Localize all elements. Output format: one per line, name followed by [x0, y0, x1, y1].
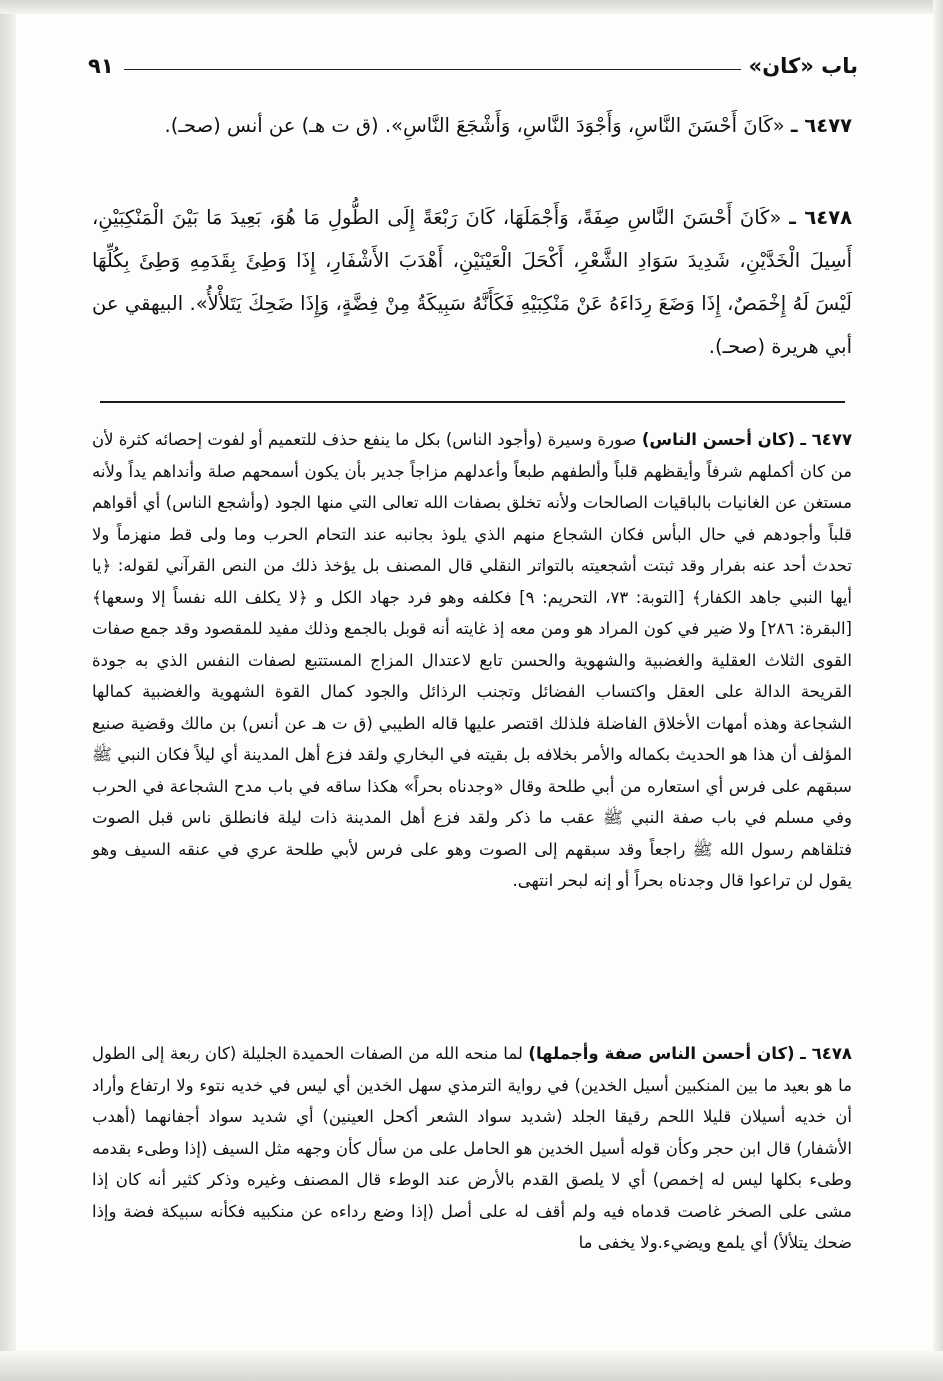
- hadith-number: ٦٤٧٧ ـ: [790, 114, 852, 137]
- commentary-number: ٦٤٧٧ ـ: [800, 430, 853, 449]
- commentary-6477: [92, 424, 852, 897]
- commentary-number: ٦٤٧٨ ـ: [800, 1044, 853, 1063]
- commentary-lead: (كان أحسن الناس): [641, 430, 796, 449]
- commentary-text: لما منحه الله من الصفات الحميدة الجليلة (كان ربعة إلى الطول ما هو بعيد ما بين المنكبين أسيل الخدين) في رواية الترمذي سهل الخدين أي ليس في خديه نتوء ولا ارتفاع وأراد أن خديه أسيلان قليلا اللحم رقيقا الجلد (شديد سواد الشعر أكحل العينين) أي شديد سواد أجفانهما (أهدب الأشفار) قال ابن حجر وكأن قوله أسيل الخدين هو الحامل على من سأل كأن وجهه مثل السيف (إذا وطىء بقدمه وطىء بكلها ليس له إخمص) أي لا يلصق القدم بالأرض عند الوطء قال المصنف وغيره وذكر كثير أنه كان إذا مشى على الصخر غاصت قدماه فيه ولم أقف له على أصل (إذا وضع رداءه عن منكبيه فكأنه سبيكة فضة وإذا ضحك يتلألأ) أي يلمع ويضيء.ولا يخفى ما: [92, 1044, 852, 1252]
- hadith-6478: [92, 196, 852, 368]
- scan-shadow-left: [0, 0, 16, 1381]
- scan-shadow-top: [0, 0, 943, 14]
- page-number: ٩١: [88, 54, 114, 78]
- hadith-text: «كَانَ أَحْسَنَ النَّاسِ، وَأَجْوَدَ النَّاسِ، وَأَشْجَعَ النَّاسِ». (ق ت هـ) عن أنس (صحـ).: [164, 114, 785, 137]
- scan-shadow-right: [933, 0, 943, 1381]
- hadith-text: «كَانَ أَحْسَنَ النَّاسِ صِفَةً، وَأَجْمَلَهَا، كَانَ رَبْعَةً إِلَى الطُّولِ مَا هُوَ، بَعِيدَ مَا بَيْنَ الْمَنْكِبَيْنِ، أَسِيلَ الْخَدَّيْنِ، شَدِيدَ سَوَادِ الشَّعْرِ، أَكْحَلَ الْعَيْنَيْنِ، أَهْدَبَ الأَشْفَارِ، إِذَا وَطِئَ بِقَدَمِهِ وَطِئَ بِكُلِّهَا لَيْسَ لَهُ إِخْمَصٌ، إِذَا وَضَعَ رِدَاءَهُ عَنْ مَنْكِبَيْهِ فَكَأَنَّهُ سَبِيكَةُ مِنْ فِضَّةٍ، وَإِذَا ضَحِكَ يَتَلأْلأُ». البيهقي عن أبي هريرة (صحـ).: [92, 206, 852, 358]
- hadith-number: ٦٤٧٨ ـ: [789, 206, 852, 229]
- commentary-lead: (كان أحسن الناس صفة وأجملها): [528, 1044, 795, 1063]
- running-header: [88, 42, 858, 78]
- scan-shadow-bottom: [0, 1351, 943, 1381]
- hadith-6477: [92, 104, 852, 147]
- commentary-6478: [92, 1038, 852, 1259]
- commentary-text: صورة وسيرة (وأجود الناس) بكل ما ينفع حذف للتعميم أو لفوت إحصائه كثرة لأن من كان أكملهم شرفاً وأيقظهم قلباً وألطفهم طبعاً وأعدلهم مزاجاً جدير بأن يكون أسمحهم صلة وأنداهم يداً ولأنه مستغن عن الغانيات بالباقيات الصالحات ولأنه تخلق بصفات الله تعالى التي منها الجود (وأشجع الناس) أي أقواهم قلباً وأجودهم في حال البأس فكان الشجاع منهم الذي يلوذ بجانبه عند التحام الحرب وما ولى قط منهزماً ولا تحدث أحد عنه بفرار وقد ثبتت أشجعيته بالتواتر النقلي قال المصنف بل يؤخذ ذلك من النص القرآني لقوله: ﴿يا أيها النبي جاهد الكفار﴾ [التوبة: ٧٣، التحريم: ٩] فكلفه وهو فرد جهاد الكل و ﴿لا يكلف الله نفساً إلا وسعها﴾ [البقرة: ٢٨٦] ولا ضير في كون المراد هو ومن معه إذ غايته أنه قوبل بالجمع وذلك مفيد للمقصود وقد جمع صفات القوى الثلاث العقلية والغضبية والشهوية والحسن تابع لاعتدال المزاج المستتبع لصفات النفس الذي به جودة القريحة الدالة على العقل واكتساب الفضائل وتجنب الرذائل والجود كمال القوة الشهوية والغضبية كمالها الشجاعة وهذه أمهات الأخلاق الفاضلة فلذلك اقتصر عليها قاله الطيبي (ق ت هـ عن أنس) بن مالك وقضية صنيع المؤلف أن هذا هو الحديث بكماله والأمر بخلافه بل بقيته في البخاري ولقد فزع أهل المدينة أي ليلاً فكان النبي ﷺ سبقهم على فرس أي استعاره من أبي طلحة وقال «وجدناه بحراً» هكذا ساقه في باب مدح الشجاعة في الحرب وفي مسلم في باب صفة النبي ﷺ عقب ما ذكر ولقد فزع أهل المدينة ذات ليلة فانطلق ناس قبل الصوت فتلقاهم رسول الله ﷺ راجعاً وقد سبقهم إلى الصوت وهو على فرس لأبي طلحة عري في عنقه السيف وهو يقول لن تراعوا قال وجدناه بحراً أو إنه لبحر انتهى.: [92, 430, 852, 890]
- footnote-divider: [100, 401, 845, 403]
- header-rule: [124, 69, 741, 70]
- chapter-title: باب «كان»: [748, 54, 858, 78]
